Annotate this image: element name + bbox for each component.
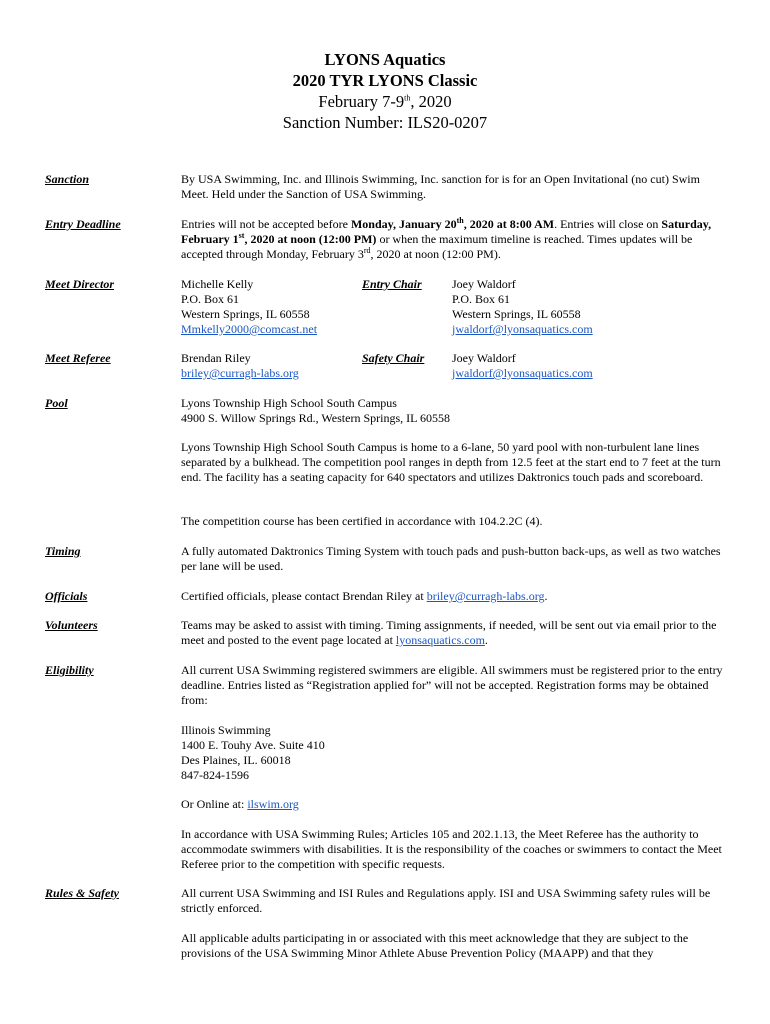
isi-addr2: Des Plaines, IL. 60018 [181,753,291,767]
sanction-label: Sanction [45,172,90,186]
isi-phone: 847-824-1596 [181,768,249,782]
meet-director-addr2: Western Springs, IL 60558 [181,307,310,321]
meet-director-email-link[interactable]: Mmkelly2000@comcast.net [181,322,318,336]
entry-chair-label: Entry Chair [362,277,422,291]
eligibility-label: Eligibility [45,663,94,677]
pool-location [181,396,729,426]
meet-referee-email-link[interactable]: briley@curragh-labs.org [181,366,299,380]
illinois-swimming-address [181,723,729,783]
isi-name: Illinois Swimming [181,723,271,737]
rules-safety-label: Rules & Safety [45,886,119,900]
safety-chair-label: Safety Chair [362,351,425,365]
entry-chair-name: Joey Waldorf [452,277,516,291]
safety-chair-name: Joey Waldorf [452,351,516,365]
online-line: Or Online at: ilswim.org [181,797,299,811]
volunteers-site-link[interactable]: lyonsaquatics.com [395,633,485,647]
meet-referee-name: Brendan Riley [181,351,251,365]
meet-director-contact [181,277,351,337]
meet-referee-contact [181,351,351,381]
isi-addr1: 1400 E. Touhy Ave. Suite 410 [181,738,325,752]
meet-director-addr1: P.O. Box 61 [181,292,240,306]
pool-certification: The competition course has been certified in accordance with 104.2.2C (4). [181,514,543,528]
org-title: LYONS Aquatics [324,50,446,69]
entry-deadline-text: Entries will not be accepted before Monday, January 20th, 2020 at 8:00 AM. Entries will close on Saturday, February 1st, 2020 at noon (12:00 PM) or when the maximum timeline is reached. Times updates will be accepted through Monday, February 3rd, 2020 at noon (12:00 PM). [181,216,712,261]
sanction-number: Sanction Number: ILS20-0207 [282,113,488,132]
meet-director-label: Meet Director [45,277,114,291]
meet-director-name: Michelle Kelly [181,277,254,291]
rules-safety-text: All current USA Swimming and ISI Rules and Regulations apply. ISI and USA Swimming safety rules will be strictly enforced. [181,886,711,915]
volunteers-label: Volunteers [45,618,98,632]
officials-text: Certified officials, please contact Brendan Riley at briley@curragh-labs.org. [181,589,548,603]
pool-address: 4900 S. Willow Springs Rd., Western Springs, IL 60558 [181,411,451,425]
meet-referee-label: Meet Referee [45,351,111,365]
entry-chair-addr2: Western Springs, IL 60558 [452,307,581,321]
safety-chair-contact [452,351,593,381]
document-header [0,49,770,133]
eligibility-text: All current USA Swimming registered swimmers are eligible. All swimmers must be registered prior to the entry deadline. Entries listed as “Registration applied for” will not be accepted. Registration forms may be obtained from: [181,663,723,707]
officials-email-link[interactable]: briley@curragh-labs.org [426,589,545,603]
entry-chair-email-link[interactable]: jwaldorf@lyonsaquatics.com [452,322,593,336]
timing-label: Timing [45,544,81,558]
entry-chair-contact [452,277,593,337]
ilswim-link[interactable]: ilswim.org [247,797,299,811]
safety-chair-email-link[interactable]: jwaldorf@lyonsaquatics.com [452,366,593,380]
maapp-text: All applicable adults participating in or associated with this meet acknowledge that they are subject to the provisions of the USA Swimming Minor Athlete Abuse Prevention Policy (MAAPP) and that they [181,931,689,960]
meet-title: 2020 TYR LYONS Classic [292,71,478,90]
sanction-text: By USA Swimming, Inc. and Illinois Swimming, Inc. sanction for is for an Open Invitational (no cut) Swim Meet. Held under the Sanction of USA Swimming. [181,172,700,201]
entry-deadline-label: Entry Deadline [45,217,121,231]
disability-rules-text: In accordance with USA Swimming Rules; Articles 105 and 202.1.13, the Meet Referee has the authority to accommodate swimmers with disabilities. It is the responsibility of the coaches or swimmers to contact the Meet Referee prior to the competition with specific requests. [181,827,722,871]
meet-dates: February 7-9th, 2020 [318,92,452,111]
timing-text: A fully automated Daktronics Timing System with touch pads and push-button back-ups, as well as two watches per lane will be used. [181,544,721,573]
volunteers-text: Teams may be asked to assist with timing. Timing assignments, if needed, will be sent out via email prior to the meet and posted to the event page located at lyonsaquatics.com. [181,618,717,647]
pool-label: Pool [45,396,68,410]
pool-description: Lyons Township High School South Campus is home to a 6-lane, 50 yard pool with non-turbulent lane lines separated by a bulkhead. The competition pool ranges in depth from 12.5 feet at the start end to 7 feet at the turn end. The facility has a seating capacity for 640 spectators and utilizes Daktronics touch pads and scoreboard. [181,440,721,484]
officials-label: Officials [45,589,88,603]
pool-name: Lyons Township High School South Campus [181,396,397,410]
entry-chair-addr1: P.O. Box 61 [452,292,511,306]
